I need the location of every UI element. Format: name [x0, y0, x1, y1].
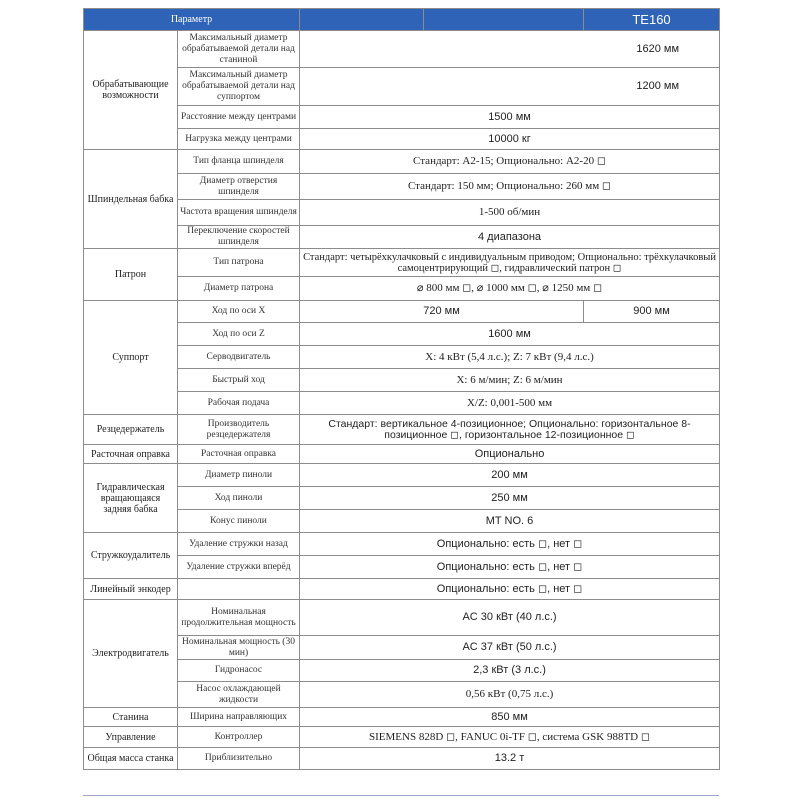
header-empty-2	[424, 9, 584, 31]
row-value: MT NO. 6	[300, 510, 720, 533]
row-label: Частота вращения шпинделя	[178, 200, 300, 226]
row-value: Стандарт: вертикальное 4-позиционное; Опционально: горизонтальное 8-позиционное ◻, горизонтальное 12-позиционное ◻	[300, 415, 720, 445]
row-label: Приблизительно	[178, 748, 300, 770]
row-label: Серводвигатель	[178, 346, 300, 369]
table-row	[84, 31, 720, 68]
table-row	[84, 727, 720, 748]
table-row	[84, 392, 720, 415]
row-value: 850 мм	[300, 708, 720, 727]
header-parameter: Параметр	[84, 9, 300, 31]
table-row	[84, 277, 720, 301]
row-label: Ход по оси Z	[178, 323, 300, 346]
group-control: Управление	[84, 727, 178, 748]
row-value: Стандарт: четырёхкулачковый с индивидуальным приводом; Опционально: трёхкулачковый самоцентрирующий ◻, гидравлический патрон ◻	[300, 249, 720, 277]
row-value: 4 диапазона	[300, 226, 720, 249]
row-label: Насос охлаждающей жидкости	[178, 682, 300, 708]
row-value: 0,56 кВт (0,75 л.с.)	[300, 682, 720, 708]
row-label: Конус пиноли	[178, 510, 300, 533]
row-value: 1200 мм	[300, 68, 720, 106]
row-label: Расстояние между центрами	[178, 106, 300, 129]
group-tailstock: Гидравлическая вращающаяся задняя бабка	[84, 464, 178, 533]
header-model: TE160	[584, 9, 720, 31]
group-chuck: Патрон	[84, 249, 178, 301]
row-label: Диаметр патрона	[178, 277, 300, 301]
table-row	[84, 323, 720, 346]
spec-table	[83, 8, 720, 770]
group-chip: Стружкоудалитель	[84, 533, 178, 579]
header-row	[84, 9, 720, 31]
group-turret: Резцедержатель	[84, 415, 178, 445]
table-row	[84, 174, 720, 200]
table-row	[84, 106, 720, 129]
row-label: Максимальный диаметр обрабатываемой детали над суппортом	[178, 68, 300, 106]
table-row	[84, 301, 720, 323]
row-label: Ход по оси X	[178, 301, 300, 323]
row-label: Максимальный диаметр обрабатываемой детали над станиной	[178, 31, 300, 68]
row-label: Расточная оправка	[178, 445, 300, 464]
row-label: Тип фланца шпинделя	[178, 150, 300, 174]
row-value-a: 720 мм	[300, 301, 584, 323]
table-row	[84, 748, 720, 770]
group-carriage: Суппорт	[84, 301, 178, 415]
row-value: AC 37 кВт (50 л.с.)	[300, 636, 720, 660]
row-label: Удаление стружки вперёд	[178, 556, 300, 579]
bottom-divider	[83, 795, 719, 796]
row-value: Опционально: есть ◻, нет ◻	[300, 556, 720, 579]
row-label-empty	[178, 579, 300, 600]
table-row	[84, 415, 720, 445]
row-value: 13.2 т	[300, 748, 720, 770]
row-value: 250 мм	[300, 487, 720, 510]
row-label: Диаметр пиноли	[178, 464, 300, 487]
table-row	[84, 579, 720, 600]
row-label: Номинальная мощность (30 мин)	[178, 636, 300, 660]
table-row	[84, 510, 720, 533]
row-value: 1600 мм	[300, 323, 720, 346]
row-label: Гидронасос	[178, 660, 300, 682]
row-label: Рабочая подача	[178, 392, 300, 415]
row-value: Опционально	[300, 445, 720, 464]
row-value: 1620 мм	[300, 31, 720, 68]
row-value: Стандарт: 150 мм; Опционально: 260 мм ◻	[300, 174, 720, 200]
row-value: 1-500 об/мин	[300, 200, 720, 226]
row-value: X/Z: 0,001-500 мм	[300, 392, 720, 415]
row-value: ⌀ 800 мм ◻, ⌀ 1000 мм ◻, ⌀ 1250 мм ◻	[300, 277, 720, 301]
table-row	[84, 68, 720, 106]
row-value: X: 6 м/мин; Z: 6 м/мин	[300, 369, 720, 392]
group-capabilities: Обрабатывающие возможности	[84, 31, 178, 150]
row-value: 200 мм	[300, 464, 720, 487]
row-label: Ширина направляющих	[178, 708, 300, 727]
table-row	[84, 445, 720, 464]
table-row	[84, 346, 720, 369]
table-row	[84, 150, 720, 174]
row-value: 10000 кг	[300, 129, 720, 150]
table-row	[84, 249, 720, 277]
table-row	[84, 660, 720, 682]
table-row	[84, 487, 720, 510]
row-label: Производитель резцедержателя	[178, 415, 300, 445]
table-row	[84, 636, 720, 660]
row-value: SIEMENS 828D ◻, FANUC 0i-TF ◻, система GSK 988TD ◻	[300, 727, 720, 748]
row-value: AC 30 кВт (40 л.с.)	[300, 600, 720, 636]
row-value: X: 4 кВт (5,4 л.с.); Z: 7 кВт (9,4 л.с.)	[300, 346, 720, 369]
row-label: Ход пиноли	[178, 487, 300, 510]
row-label: Диаметр отверстия шпинделя	[178, 174, 300, 200]
row-value: 2,3 кВт (3 л.с.)	[300, 660, 720, 682]
row-value: 1500 мм	[300, 106, 720, 129]
group-bed: Станина	[84, 708, 178, 727]
table-row	[84, 708, 720, 727]
row-label: Переключение скоростей шпинделя	[178, 226, 300, 249]
table-row	[84, 369, 720, 392]
table-row	[84, 600, 720, 636]
group-encoder: Линейный энкодер	[84, 579, 178, 600]
table-row	[84, 226, 720, 249]
row-value: Стандарт: A2-15; Опционально: A2-20 ◻	[300, 150, 720, 174]
row-label: Тип патрона	[178, 249, 300, 277]
group-weight: Общая масса станка	[84, 748, 178, 770]
row-label: Удаление стружки назад	[178, 533, 300, 556]
table-row	[84, 200, 720, 226]
row-value: Опционально: есть ◻, нет ◻	[300, 533, 720, 556]
row-value: Опционально: есть ◻, нет ◻	[300, 579, 720, 600]
table-row	[84, 533, 720, 556]
group-spindle-head: Шпиндельная бабка	[84, 150, 178, 249]
row-value-b: 900 мм	[584, 301, 720, 323]
group-motor: Электродвигатель	[84, 600, 178, 708]
group-boring: Расточная оправка	[84, 445, 178, 464]
row-label: Нагрузка между центрами	[178, 129, 300, 150]
table-row	[84, 464, 720, 487]
table-row	[84, 129, 720, 150]
header-empty-1	[300, 9, 424, 31]
row-label: Номинальная продолжительная мощность	[178, 600, 300, 636]
row-label: Быстрый ход	[178, 369, 300, 392]
table-row	[84, 556, 720, 579]
table-row	[84, 682, 720, 708]
row-label: Контроллер	[178, 727, 300, 748]
